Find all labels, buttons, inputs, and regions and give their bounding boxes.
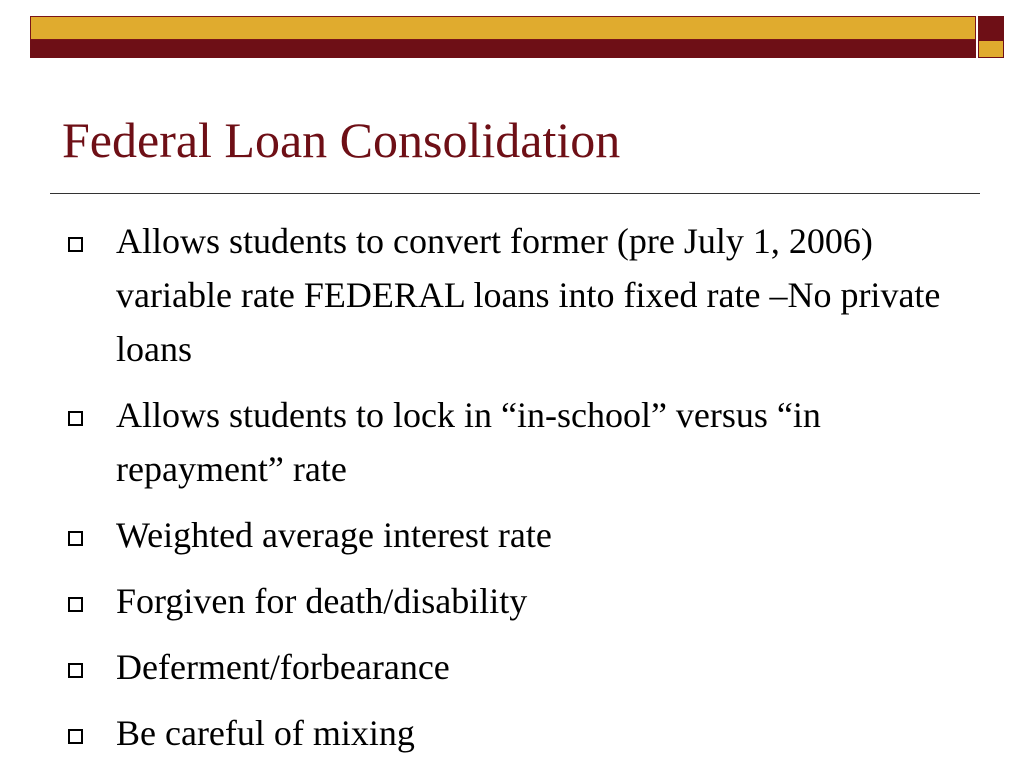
header-maroon-bar	[30, 40, 976, 58]
hollow-square-icon	[68, 411, 83, 426]
header-gold-bar	[30, 16, 976, 40]
header-gold-square	[978, 40, 1004, 58]
bullet-item	[60, 508, 970, 562]
bullet-text: Allows students to convert former (pre July 1, 2006) variable rate FEDERAL loans into fixed rate –No private loans	[116, 221, 941, 369]
bullet-item	[60, 214, 970, 376]
bullet-item	[60, 706, 970, 760]
title-divider	[50, 193, 980, 194]
bullet-text: Allows students to lock in “in-school” versus “in repayment” rate	[116, 395, 821, 489]
slide-title: Federal Loan Consolidation	[62, 112, 621, 168]
bullet-list	[60, 214, 970, 772]
bullet-text: Be careful of mixing	[116, 713, 415, 753]
bullet-text: Weighted average interest rate	[116, 515, 552, 555]
bullet-item	[60, 388, 970, 496]
bullet-item	[60, 640, 970, 694]
hollow-square-icon	[68, 531, 83, 546]
bullet-text: Deferment/forbearance	[116, 647, 450, 687]
hollow-square-icon	[68, 729, 83, 744]
header-maroon-square	[978, 16, 1004, 40]
bullet-item	[60, 574, 970, 628]
hollow-square-icon	[68, 237, 83, 252]
hollow-square-icon	[68, 663, 83, 678]
bullet-text: Forgiven for death/disability	[116, 581, 528, 621]
hollow-square-icon	[68, 597, 83, 612]
